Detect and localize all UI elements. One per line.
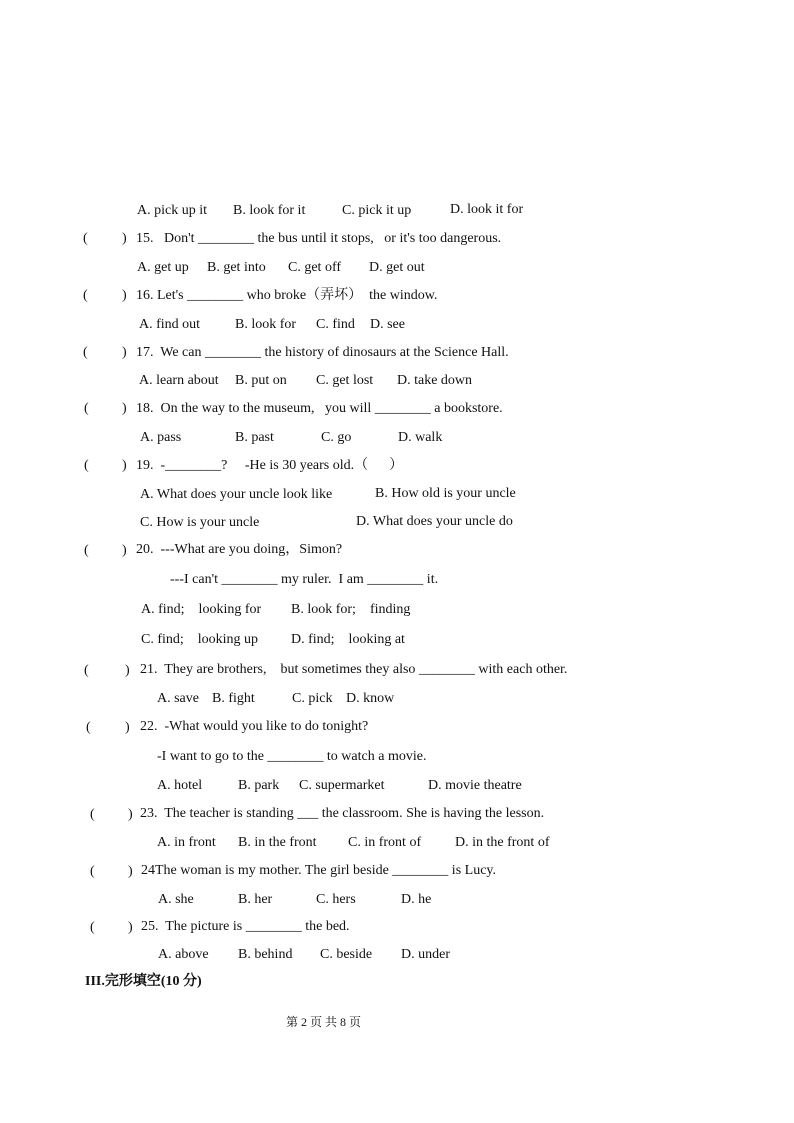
answer-paren-close: )	[122, 345, 127, 360]
answer-paren-open: (	[86, 720, 91, 735]
q21-option-b: B. fight	[212, 691, 255, 706]
q22-option-a: A. hotel	[157, 778, 203, 793]
answer-paren-open: (	[90, 920, 95, 935]
q23-option-b: B. in the front	[238, 835, 317, 850]
q14-option-d: D. look it for	[450, 202, 524, 217]
answer-paren-close: )	[122, 401, 127, 416]
answer-paren-open: (	[84, 401, 89, 416]
q15-option-a: A. get up	[137, 260, 189, 275]
answer-paren-open: (	[83, 231, 88, 246]
answer-paren-open: (	[90, 864, 95, 879]
q20-option-d: D. find; looking at	[291, 632, 405, 647]
answer-paren-open: (	[84, 543, 89, 558]
q20-line2: ---I can't ________ my ruler. I am ________ it.	[170, 572, 439, 587]
q14-option-b: B. look for it	[233, 203, 306, 218]
q23-option-c: C. in front of	[348, 835, 422, 850]
q14-option-c: C. pick it up	[342, 203, 412, 218]
q25-option-b: B. behind	[238, 947, 293, 962]
q19-stem: 19. -________? -He is 30 years old.（ ）	[136, 458, 404, 473]
q16-option-d: D. see	[370, 317, 405, 332]
q22-option-c: C. supermarket	[299, 778, 385, 793]
q19-option-b: B. How old is your uncle	[375, 486, 516, 501]
q22-option-d: D. movie theatre	[428, 778, 522, 793]
q25-option-a: A. above	[158, 947, 209, 962]
page-number: 第 2 页 共 8 页	[286, 1015, 362, 1029]
q23-stem: 23. The teacher is standing ___ the classroom. She is having the lesson.	[140, 806, 545, 821]
q18-option-c: C. go	[321, 430, 352, 445]
q23-option-d: D. in the front of	[455, 835, 550, 850]
q18-option-d: D. walk	[398, 430, 443, 445]
answer-paren-close: )	[128, 864, 133, 879]
answer-paren-open: (	[83, 288, 88, 303]
q22-stem: 22. -What would you like to do tonight?	[140, 719, 369, 734]
q25-stem: 25. The picture is ________ the bed.	[141, 919, 350, 934]
q19-option-c: C. How is your uncle	[140, 515, 260, 530]
q18-option-b: B. past	[235, 430, 274, 445]
q24-option-c: C. hers	[316, 892, 356, 907]
q15-option-d: D. get out	[369, 260, 425, 275]
q20-option-a: A. find; looking for	[141, 602, 262, 617]
answer-paren-close: )	[125, 663, 130, 678]
q22-option-b: B. park	[238, 778, 280, 793]
q24-option-b: B. her	[238, 892, 273, 907]
q21-option-c: C. pick	[292, 691, 333, 706]
q19-option-a: A. What does your uncle look like	[140, 487, 333, 502]
answer-paren-close: )	[128, 920, 133, 935]
answer-paren-close: )	[128, 807, 133, 822]
answer-paren-open: (	[84, 663, 89, 678]
q20-option-b: B. look for; finding	[291, 602, 411, 617]
q15-option-c: C. get off	[288, 260, 342, 275]
q16-stem: 16. Let's ________ who broke（弄坏） the window.	[136, 288, 438, 303]
q24-option-a: A. she	[158, 892, 194, 907]
q23-option-a: A. in front	[157, 835, 216, 850]
q16-option-b: B. look for	[235, 317, 297, 332]
q20-option-c: C. find; looking up	[141, 632, 259, 647]
answer-paren-close: )	[125, 720, 130, 735]
answer-paren-open: (	[83, 345, 88, 360]
q17-option-a: A. learn about	[139, 373, 219, 388]
answer-paren-open: (	[90, 807, 95, 822]
q21-option-d: D. know	[346, 691, 395, 706]
q25-option-c: C. beside	[320, 947, 373, 962]
q18-stem: 18. On the way to the museum, you will ________ a bookstore.	[136, 401, 503, 416]
q17-option-c: C. get lost	[316, 373, 374, 388]
q16-option-a: A. find out	[139, 317, 201, 332]
q22-line2: -I want to go to the ________ to watch a movie.	[157, 749, 427, 764]
q24-stem: 24The woman is my mother. The girl beside ________ is Lucy.	[141, 863, 497, 878]
q17-option-b: B. put on	[235, 373, 287, 388]
q18-option-a: A. pass	[140, 430, 182, 445]
answer-paren-close: )	[122, 231, 127, 246]
answer-paren-open: (	[84, 458, 89, 473]
q15-option-b: B. get into	[207, 260, 266, 275]
q20-stem: 20. ---What are you doing，Simon?	[136, 542, 343, 557]
q21-stem: 21. They are brothers, but sometimes they also ________ with each other.	[140, 662, 568, 677]
q17-stem: 17. We can ________ the history of dinosaurs at the Science Hall.	[136, 345, 509, 360]
q25-option-d: D. under	[401, 947, 450, 962]
q15-stem: 15. Don't ________ the bus until it stops, or it's too dangerous.	[136, 231, 502, 246]
q24-option-d: D. he	[401, 892, 432, 907]
q19-option-d: D. What does your uncle do	[356, 514, 513, 529]
q14-option-a: A. pick up it	[137, 203, 207, 218]
answer-paren-close: )	[122, 288, 127, 303]
answer-paren-close: )	[122, 543, 127, 558]
q17-option-d: D. take down	[397, 373, 473, 388]
section-heading: III.完形填空(10 分)	[85, 974, 202, 989]
q16-option-c: C. find	[316, 317, 355, 332]
q21-option-a: A. save	[157, 691, 199, 706]
answer-paren-close: )	[122, 458, 127, 473]
